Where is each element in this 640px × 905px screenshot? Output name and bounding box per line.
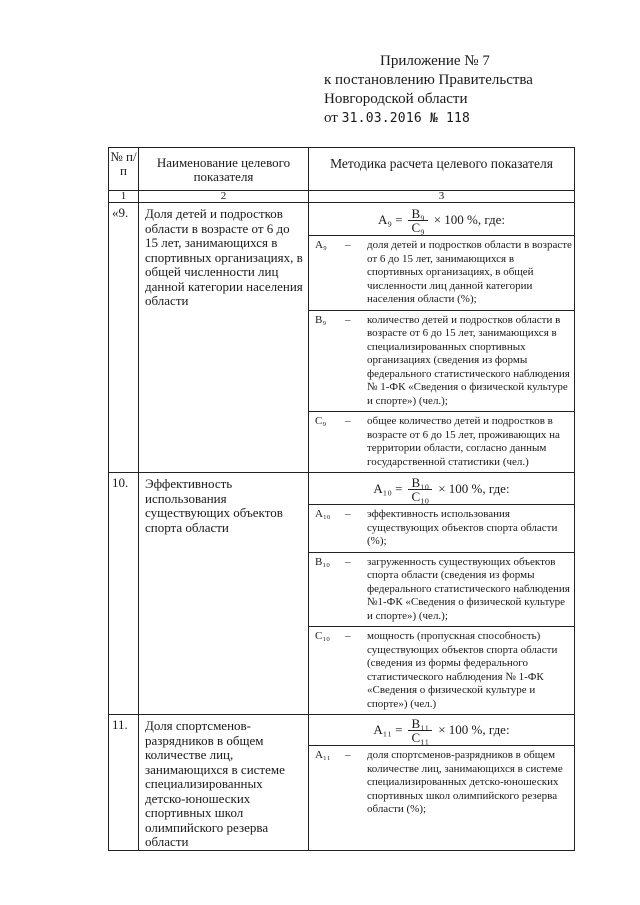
table-header-row [109, 148, 575, 191]
definition-text: общее количество детей и подростков в возрасте от 6 до 15 лет, проживающих на территории области, согласно данным государственной статистики (чел.) [367, 415, 560, 468]
formula-lhs: А₉ = [377, 212, 403, 227]
definition-text: количество детей и подростков области в возрасте от 6 до 15 лет, занимающихся в специализированных спортивных организациях (сведения из формы федерального статистического наблюдения № 1-ФК «Сведения о физической культуре и спорте») (чел.); [367, 313, 570, 407]
definition-symbol: В₉ [315, 313, 327, 326]
definition-symbol: А₁₁ [315, 749, 331, 761]
definition-item [309, 504, 574, 552]
table-row [109, 203, 575, 473]
definition-dash: – [345, 239, 351, 251]
formula [309, 205, 574, 235]
formula-lhs: А₁₀ = [373, 481, 403, 496]
appendix-subtitle-1: к постановлению Правительства [324, 72, 533, 88]
definition-text: эффективность использования существующих объектов спорта области (%); [367, 508, 558, 547]
formula-numerator: В₁₀ [408, 476, 432, 490]
definition-item [309, 626, 574, 714]
formula-denominator: С₉ [411, 219, 425, 235]
definition-item [309, 745, 574, 820]
col-header-name: Наименование целевого показателя [139, 148, 309, 191]
col-number-3: 3 [309, 191, 575, 203]
definition-item [309, 310, 574, 412]
col-header-method: Методика расчета целевого показателя [309, 148, 575, 191]
table-row [109, 715, 575, 851]
definition-dash: – [345, 508, 351, 520]
formula-lhs: А₁₁ = [373, 722, 403, 737]
formula-denominator: С₁₁ [411, 729, 430, 745]
definition-text: загруженность существующих объектов спорта области (сведения из формы федерального статистического наблюдения №1-ФК «Сведения о физической культуре и спорте») (чел.); [367, 555, 570, 622]
date-value: 31.03.2016 № 118 [341, 111, 471, 126]
definition-dash: – [345, 749, 351, 761]
table-row [109, 473, 575, 715]
definition-item [309, 235, 574, 310]
formula-fraction [408, 207, 427, 234]
indicators-table [108, 147, 575, 851]
row-number: 11. [109, 715, 139, 851]
formula-numerator: В₁₁ [408, 717, 432, 731]
col-header-number: № п/п [109, 148, 139, 191]
indicator-name: Доля детей и подростков области в возрасте от 6 до 15 лет, занимающихся в спортивных организациях, в общей численности лиц данной категории населения области [139, 203, 309, 473]
appendix-date-line [324, 109, 533, 128]
definition-text: доля детей и подростков области в возрасте от 6 до 15 лет, занимающихся в спортивных организациях, в общей численности лиц данной категории населения области (%); [367, 239, 572, 305]
definition-symbol: В₁₀ [315, 555, 331, 568]
definition-symbol: А₉ [315, 239, 327, 251]
col-number-1: 1 [109, 191, 139, 203]
formula-fraction [408, 717, 432, 744]
definition-item [309, 552, 574, 627]
formula [309, 715, 574, 745]
date-prefix: от [324, 110, 338, 126]
definition-symbol: А₁₀ [315, 508, 331, 520]
formula-denominator: С₁₀ [411, 488, 430, 504]
formula-rhs: × 100 %, где: [438, 722, 510, 737]
definition-dash: – [345, 313, 351, 326]
indicator-name: Доля спортсменов-разрядников в общем количестве лиц, занимающихся в системе специализированных детско-юношеских спортивных школ олимпийского резерва области [139, 715, 309, 851]
definition-item [309, 411, 574, 472]
formula-rhs: × 100 %, где: [438, 481, 510, 496]
formula-numerator: В₉ [408, 207, 427, 221]
method-cell [309, 715, 575, 851]
appendix-subtitle-2: Новгородской области [324, 91, 468, 107]
method-cell [309, 473, 575, 715]
definition-dash: – [345, 555, 351, 568]
appendix-title: Приложение № 7 [380, 53, 490, 69]
row-number: 10. [109, 473, 139, 715]
definition-symbol: С₉ [315, 415, 327, 427]
definition-dash: – [345, 630, 351, 642]
formula-rhs: × 100 %, где: [433, 212, 506, 227]
definition-symbol: С₁₀ [315, 630, 331, 642]
formula-fraction [408, 476, 432, 503]
row-number: «9. [109, 203, 139, 473]
column-number-row [109, 191, 575, 203]
indicator-name: Эффективность использования существующих объектов спорта области [139, 473, 309, 715]
definition-text: мощность (пропускная способность) существующих объектов спорта области (сведения из формы федерального статистического наблюдения № 1-ФК «Сведения о физической культуре и спорте») (чел.) [367, 630, 558, 710]
method-cell [309, 203, 575, 473]
formula [309, 474, 574, 504]
definition-dash: – [345, 415, 351, 427]
document-header [324, 52, 533, 128]
col-number-2: 2 [139, 191, 309, 203]
definition-text: доля спортсменов-разрядников в общем количестве лиц, занимающихся в системе специализированных детско-юношеских спортивных школ олимпийского резерва области (%); [367, 749, 563, 815]
